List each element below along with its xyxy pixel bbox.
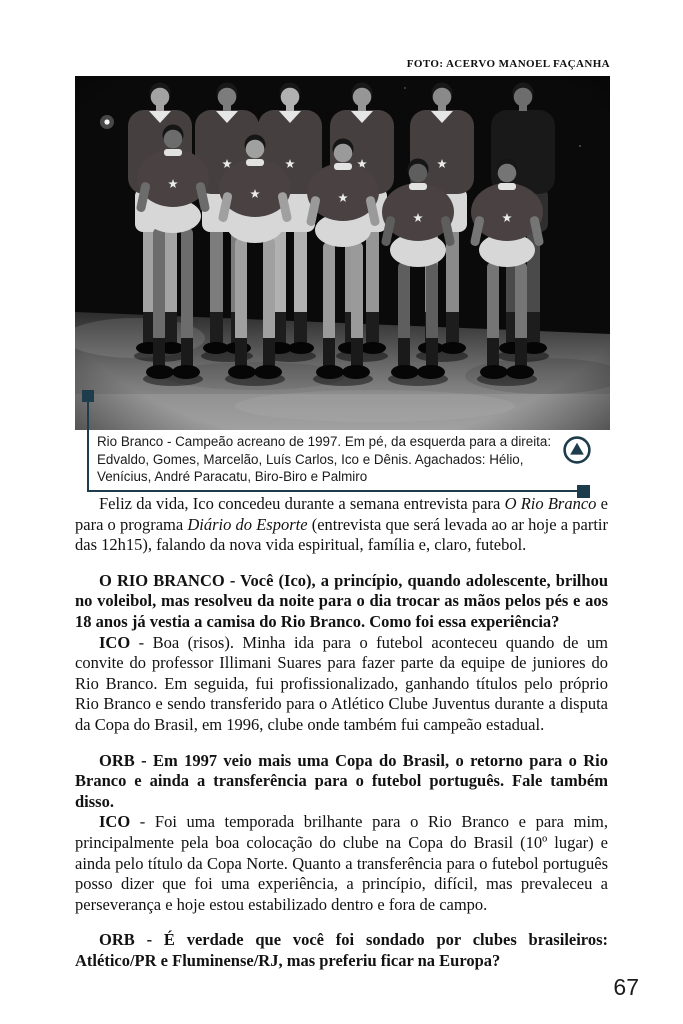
text-segment: (entrevista que será levada ao ar hoje a partir das 12h15), falando da nova vida espiritual, família e, claro, futebol. — [75, 514, 608, 555]
up-triangle-icon — [562, 435, 592, 465]
team-photo-image — [75, 76, 610, 430]
text-segment: ORB - É verdade que você foi sondado por clubes brasileiros: Atlético/PR e Fluminense/RJ, mas preferiu ficar na Europa? — [75, 930, 608, 970]
text-segment: - Foi uma temporada brilhante para o Rio Branco e para mim, principalmente pela boa colocação do clube na Copa do Brasil (10º lugar) e ainda pelo título da Copa Norte. Quanto a transferência para o futebol português posso dizer que foi uma experiência, a princípio, difícil, mas prevaleceu a perseverança e hoje estou estabilizado dentro e fora de campo. — [75, 812, 608, 914]
text-segment: O RIO BRANCO - Você (Ico), a princípio, quando adolescente, brilhou no voleibol, mas resolveu da noite para o dia trocar as mãos pelos pés e aos 18 anos já vestia a camisa do Rio Branco. Como foi essa experiência? — [75, 570, 608, 631]
text-segment: ORB - Em 1997 veio mais uma Copa do Brasil, o retorno para o Rio Branco e ainda a transferência para o futebol português. Fale também disso. — [75, 750, 608, 811]
text-segment: ICO — [99, 812, 131, 832]
page-number: 67 — [613, 974, 639, 1000]
caption-bracket-vline — [87, 398, 89, 491]
caption-bracket-hline — [87, 490, 584, 492]
paragraph — [75, 812, 608, 915]
paragraph — [75, 494, 608, 556]
text-segment: Diário do Esporte — [187, 514, 308, 534]
photo-credit: FOTO: ACERVO MANOEL FAÇANHA — [406, 58, 610, 70]
text-segment: O Rio Branco — [504, 494, 597, 513]
text-segment: - Boa (risos). Minha ida para o futebol aconteceu quando de um convite do professor Illimani Suares para fazer parte da equipe de juniores do Rio Branco. Em seguida, fui profissionalizado, ganhando títulos pelo próprio Rio Branco e sendo transferido para o Atlético Clube Juventus durante a disputa da Copa do Brasil, em 1996, clube onde também fui campeão estadual. — [75, 632, 608, 734]
text-segment: e para o programa — [75, 494, 608, 534]
paragraph — [75, 633, 608, 736]
paragraph — [75, 571, 608, 633]
paragraph — [75, 751, 608, 813]
photo-caption: Rio Branco - Campeão acreano de 1997. Em pé, da esquerda para a direita: Edvaldo, Gomes, Marcelão, Luís Carlos, Ico e Dênis. Agachados: Hélio, Venícius, André Paracatu, Biro-Biro e Palmiro — [97, 434, 552, 485]
article — [75, 494, 608, 971]
paragraph — [75, 930, 608, 971]
text-segment: Feliz da vida, Ico concedeu durante a semana entrevista para — [99, 494, 505, 513]
team-photo — [75, 76, 610, 430]
text-segment: ICO — [99, 632, 131, 652]
